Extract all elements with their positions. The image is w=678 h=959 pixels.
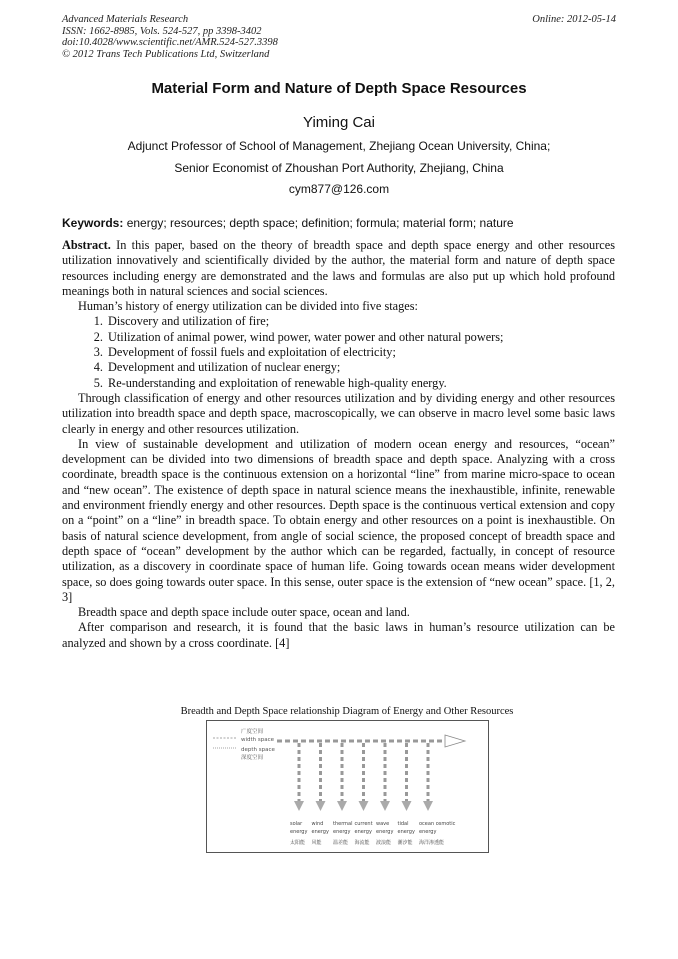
column-label-en2: energy — [333, 829, 351, 835]
depth-arrow-head — [402, 801, 412, 811]
column-label-en2: energy — [376, 829, 394, 835]
legend-en-depth: depth space — [241, 747, 275, 753]
column-label-en1: wave — [376, 821, 390, 827]
column-label-en2: energy — [290, 829, 308, 835]
column-label-en1: tidal — [397, 821, 409, 827]
stage-item: 5. Re-understanding and exploitation of renewable high-quality energy. — [106, 376, 615, 391]
column-label-en2: energy — [419, 829, 437, 835]
column-label-en1: current — [354, 821, 373, 827]
column-label-cn: 风能 — [311, 840, 322, 846]
column-label-en1: thermal — [333, 821, 353, 827]
stage-item: 4. Development and utilization of nuclear energy; — [106, 360, 615, 375]
figure-diagram — [206, 720, 489, 853]
column-label-en2: energy — [311, 829, 329, 835]
column-label-cn: 太阳能 — [290, 840, 306, 846]
journal-header — [62, 14, 616, 60]
author-name: Yiming Cai — [303, 114, 375, 131]
abstract-text: In this paper, based on the theory of breadth space and depth space energy and other resources utilization innovatively and scientifically divided by the author, the material form and nature of depth space resources including energy are demonstrated and the laws and formulas are also put up which hold profound meanings both in natural sciences and social sciences. — [62, 238, 615, 298]
column-label-en1: solar — [290, 821, 303, 827]
affiliation-1: Adjunct Professor of School of Management, Zhejiang Ocean University, China; — [127, 139, 551, 153]
paragraph: Through classification of energy and other resources utilization and by dividing energy and other resources utilization into breadth space and depth space, macroscopically, we can observe in macro level some basic laws clearly in energy and other resources utilization. — [62, 390, 615, 436]
legend-cn-width: 广度空间 — [241, 729, 264, 735]
breadth-arrow-head — [445, 735, 465, 747]
depth-arrow-head — [359, 801, 369, 811]
author-email: cym877@126.com — [288, 182, 390, 196]
history-intro: Human’s history of energy utilization can be divided into five stages: — [78, 299, 418, 314]
paper-title: Material Form and Nature of Depth Space Resources — [151, 80, 527, 97]
legend-en-width: width space — [241, 737, 275, 743]
diagram-svg — [207, 721, 488, 852]
depth-arrow-head — [423, 801, 433, 811]
column-label-en1: wind — [311, 821, 324, 827]
column-label-en1: ocean osmotic — [419, 821, 456, 827]
keywords — [62, 216, 618, 230]
abstract-label: Abstract. — [62, 238, 111, 252]
journal-name: Advanced Materials Research — [62, 14, 189, 25]
column-label-cn: 波浪能 — [376, 840, 392, 846]
breadth-arrow — [277, 735, 465, 747]
online-date: Online: 2012-05-14 — [532, 14, 616, 25]
depth-arrow-head — [380, 801, 390, 811]
paper-body — [62, 238, 615, 651]
column-labels — [290, 821, 456, 846]
journal-copyright: © 2012 Trans Tech Publications Ltd, Switzerland — [62, 48, 270, 60]
depth-arrow-head — [316, 801, 326, 811]
keywords-label: Keywords: — [62, 216, 124, 230]
affiliation-2: Senior Economist of Zhoushan Port Authority, Zhejiang, China — [174, 161, 504, 175]
legend-cn-depth: 深度空间 — [241, 755, 264, 761]
column-label-cn: 海洋渗透能 — [419, 840, 445, 846]
column-label-cn: 海流能 — [354, 840, 370, 846]
column-label-en2: energy — [397, 829, 415, 835]
stage-item: 3. Development of fossil fuels and exploitation of electricity; — [106, 345, 615, 360]
column-label-en2: energy — [354, 829, 372, 835]
stages-list — [62, 314, 615, 390]
paragraph: Breadth space and depth space include outer space, ocean and land. — [78, 605, 410, 620]
paragraph: After comparison and research, it is found that the basic laws in human’s resource utilization can be analyzed and shown by a cross coordinate. [4] — [62, 620, 615, 650]
journal-issn: ISSN: 1662-8985, Vols. 524-527, pp 3398-3402 — [62, 25, 262, 37]
paragraph: In view of sustainable development and utilization of modern ocean energy and resources, “ocean” development can be divided into two dimensions of breadth space and depth space. Analyzing with a cross coordinate, breadth space is the continuous extension on a horizontal “line” from marine micro-space to ocean and “new ocean”. The existence of depth space in natural science means the inexhaustible, infinite, renewable and environment friendly energy and other resources. Depth space is the continuous vertical extension and copy on a “point” on a “line” in breadth space. To obtain energy and other resources on a point is inexhaustible. On basis of natural science development, from angle of social science, the proposed concept of breadth space and depth space of “ocean” development by the author which can be regarded, factually, in concept of resource utilization, as a discovery in coordinate space of human life. Going towards ocean means wider development space, so does going towards outer space. In this sense, outer space is the extension of “new ocean” space. [1, 2, 3] — [62, 436, 615, 604]
figure-caption: Breadth and Depth Space relationship Diagram of Energy and Other Resources — [180, 706, 514, 717]
stage-item: 1. Discovery and utilization of fire; — [106, 314, 615, 329]
depth-arrow-head — [294, 801, 304, 811]
depth-arrow-head — [337, 801, 347, 811]
column-label-cn: 温差能 — [333, 840, 349, 846]
journal-doi: doi:10.4028/www.scientific.net/AMR.524-527.3398 — [62, 37, 278, 48]
column-label-cn: 潮汐能 — [397, 840, 413, 846]
depth-arrows — [294, 743, 433, 811]
keywords-list: energy; resources; depth space; definition; formula; material form; nature — [123, 216, 514, 230]
stage-item: 2. Utilization of animal power, wind power, water power and other natural powers; — [106, 330, 615, 345]
abstract — [62, 238, 615, 299]
